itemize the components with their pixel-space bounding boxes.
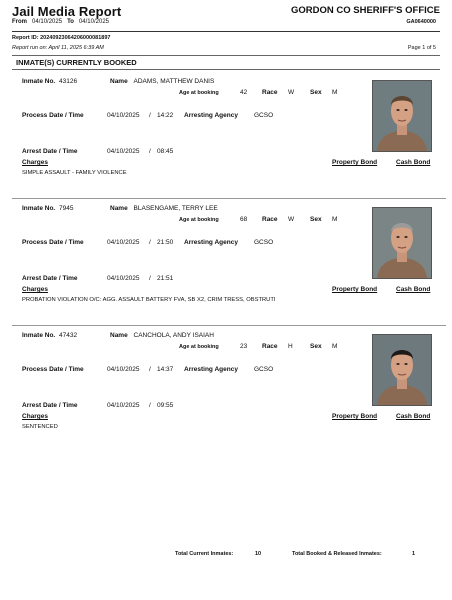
age-value: 23 [240, 343, 248, 350]
ori-code: GA0640000 [406, 19, 436, 25]
age-label: Age at booking [179, 90, 219, 96]
property-bond-label: Property Bond [332, 159, 378, 166]
age-value: 68 [240, 216, 248, 223]
race-label: Race [262, 343, 278, 350]
mugshot [372, 80, 432, 152]
process-time: 14:22 [157, 112, 174, 119]
inmate-block [12, 324, 446, 448]
arrest-time: 09:55 [157, 402, 174, 409]
header-divider [12, 31, 440, 32]
race-value: W [288, 89, 295, 96]
page-number: Page 1 of 5 [407, 45, 436, 51]
date-range [12, 19, 109, 25]
sex-label: Sex [310, 216, 322, 223]
property-bond-label: Property Bond [332, 286, 378, 293]
charges-label: Charges [22, 286, 49, 293]
cash-bond-label: Cash Bond [396, 286, 431, 293]
agency-label: Arresting Agency [184, 112, 238, 119]
arrest-label: Arrest Date / Time [22, 275, 78, 282]
total-booked-label: Total Booked & Released Inmates: [292, 551, 382, 557]
cash-bond-label: Cash Bond [396, 159, 431, 166]
total-current-value: 10 [255, 551, 262, 557]
agency-value: GCSO [254, 112, 274, 119]
race-label: Race [262, 89, 278, 96]
sex-value: M [332, 216, 338, 223]
process-separator: / [149, 239, 151, 246]
name-label: Name [110, 78, 128, 85]
section-top-divider [12, 55, 440, 56]
arrest-separator: / [149, 275, 151, 282]
process-label: Process Date / Time [22, 239, 84, 246]
report-id: Report ID: 20240923064206000081897 [12, 35, 111, 41]
inmate-no-label: Inmate No. [22, 332, 56, 339]
property-bond-label: Property Bond [332, 413, 378, 420]
name-value: ADAMS, MATTHEW DANIS [133, 78, 215, 85]
to-date: 04/10/2025 [78, 19, 109, 25]
mugshot-icon [373, 208, 431, 278]
total-booked-value: 1 [412, 551, 416, 557]
process-label: Process Date / Time [22, 112, 84, 119]
from-date: 04/10/2025 [32, 19, 63, 25]
arrest-date: 04/10/2025 [107, 402, 140, 409]
arrest-time: 08:45 [157, 148, 174, 155]
sex-label: Sex [310, 89, 322, 96]
arrest-label: Arrest Date / Time [22, 148, 78, 155]
process-time: 21:50 [157, 239, 174, 246]
arrest-label: Arrest Date / Time [22, 402, 78, 409]
section-title: INMATE(S) CURRENTLY BOOKED [16, 58, 137, 67]
age-label: Age at booking [179, 344, 219, 350]
agency-label: Arresting Agency [184, 366, 238, 373]
run-on: Report run on: April 11, 2025 6:39 AM [12, 45, 104, 51]
inmate-no-value: 7945 [59, 205, 74, 212]
arrest-date: 04/10/2025 [107, 148, 140, 155]
cash-bond-label: Cash Bond [396, 413, 431, 420]
inmate-no-value: 47432 [59, 332, 78, 339]
name-value: BLASENGAME, TERRY LEE [133, 205, 218, 212]
office-name: GORDON CO SHERIFF'S OFFICE [291, 5, 440, 16]
agency-value: GCSO [254, 239, 274, 246]
agency-value: GCSO [254, 366, 274, 373]
from-label: From [12, 19, 27, 25]
inmate-block [12, 197, 446, 321]
total-current-label: Total Current Inmates: [175, 551, 234, 557]
report-title: Jail Media Report [12, 4, 122, 19]
name-field [110, 332, 214, 339]
sex-value: M [332, 89, 338, 96]
process-date: 04/10/2025 [107, 112, 140, 119]
age-value: 42 [240, 89, 248, 96]
process-date: 04/10/2025 [107, 366, 140, 373]
sex-label: Sex [310, 343, 322, 350]
inmate-no-label: Inmate No. [22, 205, 56, 212]
charges-label: Charges [22, 159, 49, 166]
name-field [110, 205, 218, 212]
name-field [110, 78, 214, 85]
arrest-separator: / [149, 402, 151, 409]
name-value: CANCHOLA, ANDY ISAIAH [133, 332, 214, 339]
arrest-date: 04/10/2025 [107, 275, 140, 282]
process-label: Process Date / Time [22, 366, 84, 373]
agency-label: Arresting Agency [184, 239, 238, 246]
process-date: 04/10/2025 [107, 239, 140, 246]
to-label: To [67, 19, 74, 25]
race-value: W [288, 216, 295, 223]
arrest-time: 21:51 [157, 275, 174, 282]
process-time: 14:37 [157, 366, 174, 373]
charges-value: SIMPLE ASSAULT - FAMILY VIOLENCE [22, 170, 127, 176]
charges-value: PROBATION VIOLATION O/C: AGG. ASSAULT BATTERY FVA, SB X2, CRIM TRESS, OBSTRUTI [22, 297, 276, 303]
name-label: Name [110, 205, 128, 212]
inmate-no-field [22, 205, 74, 212]
inmate-block [12, 70, 446, 194]
arrest-separator: / [149, 148, 151, 155]
mugshot [372, 334, 432, 406]
mugshot-icon [373, 81, 431, 151]
mugshot-icon [373, 335, 431, 405]
process-separator: / [149, 366, 151, 373]
race-label: Race [262, 216, 278, 223]
sex-value: M [332, 343, 338, 350]
inmate-no-label: Inmate No. [22, 78, 56, 85]
race-value: H [288, 343, 293, 350]
inmate-no-value: 43126 [59, 78, 78, 85]
inmate-no-field [22, 332, 77, 339]
charges-label: Charges [22, 413, 49, 420]
process-separator: / [149, 112, 151, 119]
mugshot [372, 207, 432, 279]
name-label: Name [110, 332, 128, 339]
inmate-no-field [22, 78, 77, 85]
charges-value: SENTENCED [22, 424, 58, 430]
age-label: Age at booking [179, 217, 219, 223]
